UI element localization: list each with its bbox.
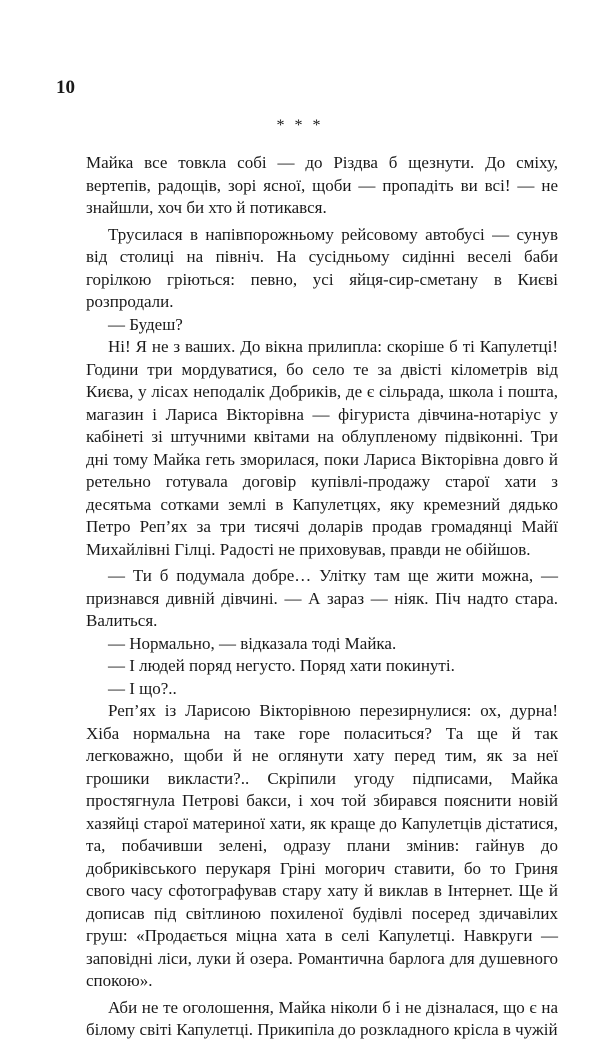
section-break: * * *	[276, 117, 324, 134]
paragraph: Майка все товкла собі — до Різдва б щезнути. До сміху, вертепів, радощів, зорі ясної, щоби — пропадіть ви всі! — не знайшли, хоч би хто й потикався.	[86, 153, 558, 217]
paragraph: Реп’ях із Ларисою Вікторівною перезирнулися: ох, дурна! Хіба нормальна на таке горе поласиться? Та ще й так легковажно, щоби й не оглянути хату перед тим, як за неї грошики викласти?.. Скріпили угоду підписами, Майка простягнула Петрові бакси, і хоч той збирався пояснити новій хазяйці старої материної хати, як краще до Капулетців дістатися, та, побачивши зелені, одразу плани змінив: гайнув до добриківського перукаря Гріні могорич ставити, бо то Гриня свого часу сфотографував стару хату й виклав в Інтернет. Ще й дописав під світлиною похиленої будівлі посеред здичавілих груш: «Продається міцна хата в селі Капулетці. Навкруги — заповідні ліси, луки й озера. Романтична барлога для душевного спокою».	[86, 701, 558, 990]
paragraph: Ні! Я не з ваших. До вікна прилипла: скоріше б ті Капулетці! Години три мордуватися, бо село те за двісті кілометрів від Києва, у лісах неподалік Добриків, де є сільрада, школа і пошта, магазин і Лариса Вікторівна — фігуриста дівчина-нотаріус у кабінеті зі штучними квітами на облупленому підвіконні. Три дні тому Майка геть зморилася, поки Лариса Вікторівна довго й ретельно готувала договір купівлі-продажу старої хати з десятьма сотками землі в Капулетцях, яку кремезний дядько Петро Реп’ях за три тисячі доларів продав громадянці Майї Михайлівні Гілці. Радості не приховував, правди не обійшов.	[86, 337, 558, 559]
text-block	[86, 152, 558, 1042]
paragraph: — Ти б подумала добре… Улітку там ще жити можна, — признався дивній дівчині. — А зараз — ніяк. Піч надто стара. Валиться.	[86, 566, 558, 630]
paragraph: Трусилася в напівпорожньому рейсовому автобусі — сунув від столиці на північ. На сусідньому сидінні веселі баби горілкою гріються: певно, усі яйця-сир-сметану в Києві розпродали.	[86, 224, 558, 311]
paragraph: — Нормально, — відказала тоді Майка.	[108, 633, 397, 653]
paragraph: — І людей поряд негусто. Поряд хати покинуті.	[108, 656, 455, 675]
paragraph: — Будеш?	[108, 314, 183, 334]
paragraph: Аби не те оголошення, Майка ніколи б і не дізналася, що є на білому світі Капулетці. Прикипіла до розкладного крісла в чужій	[86, 997, 558, 1039]
paragraph: — І що?..	[108, 678, 177, 698]
page-number: 10	[56, 77, 75, 98]
